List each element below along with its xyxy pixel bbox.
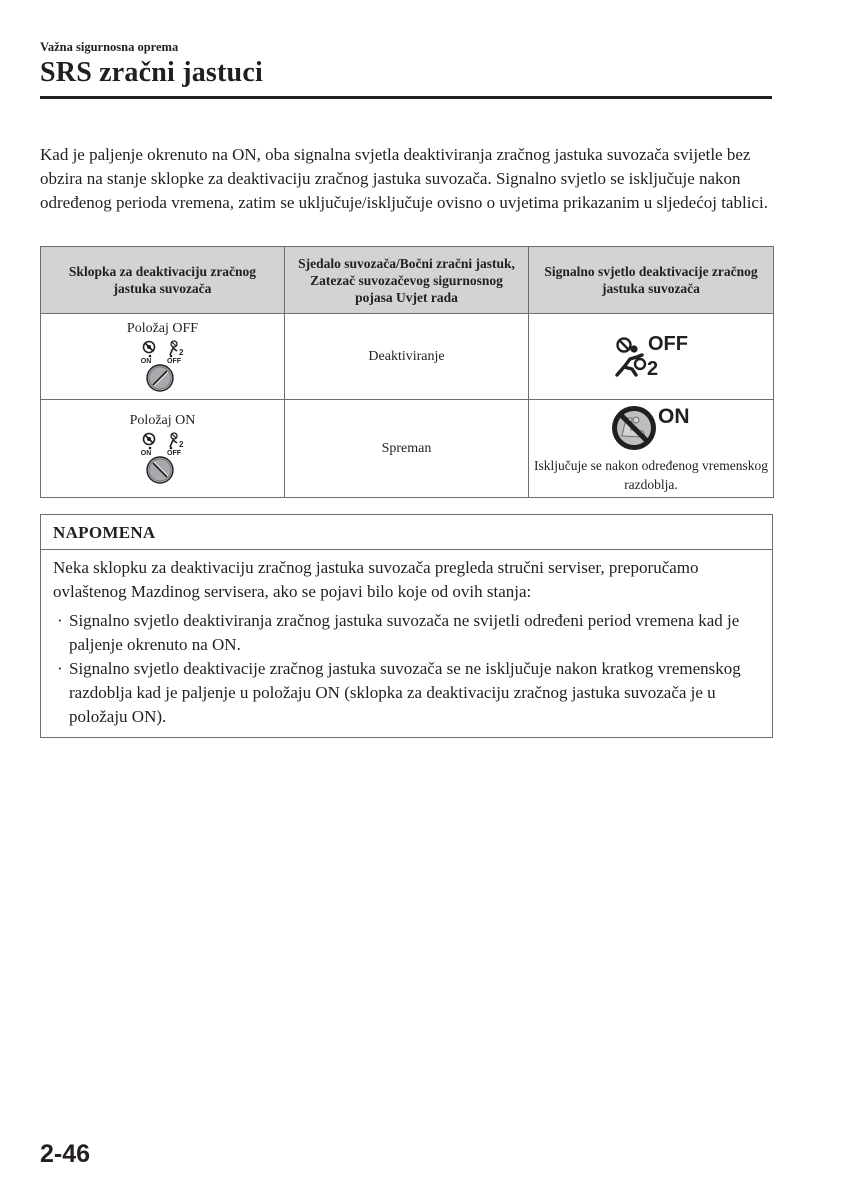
note-intro: Neka sklopku za deaktivaciju zračnog jastuka suvozača pregleda stručni serviser, preporučamo ovlaštenog Mazdinog servisera, ako se pojavi bilo koje od ovih stanja: <box>53 558 699 601</box>
switch-on-position-icon <box>128 431 198 485</box>
indicator-note: Isključuje se nakon određenog vremenskog razdoblja. <box>534 457 768 492</box>
airbag-off-small-icon <box>170 433 184 449</box>
indicator-cell <box>529 400 774 498</box>
note-box <box>40 514 773 738</box>
list-item <box>53 609 760 657</box>
note-list <box>53 609 760 729</box>
switch-off-label: OFF <box>166 357 181 365</box>
lamp-off-text: OFF <box>648 332 688 355</box>
switch-cell <box>41 314 285 400</box>
switch-off-label: OFF <box>166 449 181 457</box>
page-title: SRS zračni jastuci <box>40 57 263 88</box>
table-header-indicator: Signalno svjetlo deaktivacije zračnog jastuka suvozača <box>529 247 774 314</box>
note-title: NAPOMENA <box>41 515 772 550</box>
switch-off-position-icon <box>128 339 198 393</box>
lamp-number: 2 <box>647 357 659 380</box>
title-divider <box>40 96 772 99</box>
table-row <box>41 314 774 400</box>
table-header-row <box>41 247 774 314</box>
intro-paragraph: Kad je paljenje okrenuto na ON, oba signalna svjetla deaktiviranja zračnog jastuka suvozača svijetle bez obzira na stanje sklopke za deaktivaciju zračnog jastuka suvozača. Signalno svjetlo se isključuje nakon određenog perioda vremena, zatim se uključuje/isključuje ovisno o uvjetima prikazanim u sljedećoj tablici. <box>40 145 768 212</box>
page-number: 2-46 <box>40 1140 91 1168</box>
switch-position-label: Položaj ON <box>129 412 196 428</box>
note-body <box>41 550 772 729</box>
switch-position-label: Položaj OFF <box>126 320 199 336</box>
table-header-condition: Sjedalo suvozača/Bočni zračni jastuk, Zatezač suvozačevog sigurnosnog pojasa Uvjet rada <box>285 247 529 314</box>
switch-on-label: ON <box>140 357 151 365</box>
airbag-off-small-icon <box>170 341 184 357</box>
condition-cell: Spreman <box>285 400 529 498</box>
condition-cell: Deaktiviranje <box>285 314 529 400</box>
indicator-cell <box>529 314 774 400</box>
list-item-text: Signalno svjetlo deaktiviranja zračnog jastuka suvozača ne svijetli određeni period vremena kad je paljenje okrenuto na ON. <box>69 611 740 654</box>
bullet-marker: · <box>57 611 63 630</box>
airbag-prohibited-icon <box>143 341 154 352</box>
switch-on-label: ON <box>140 449 151 457</box>
list-item-text: Signalno svjetlo deaktivacije zračnog jastuka suvozača se ne isključuje nakon kratkog vremenskog razdoblja kad je paljenje u položaju ON (sklopka za deaktivaciju zračnog jastuka suvozača je u položaju ON). <box>69 659 741 726</box>
lamp-on-text: ON <box>658 404 690 428</box>
list-item <box>53 657 760 729</box>
svg-text:2: 2 <box>178 439 183 449</box>
bullet-marker: · <box>57 659 63 678</box>
table-row <box>41 400 774 498</box>
airbag-off-icon <box>608 331 694 383</box>
child-seat-prohibited-icon <box>609 404 693 452</box>
svg-text:2: 2 <box>178 347 183 357</box>
switch-cell <box>41 400 285 498</box>
table-header-switch: Sklopka za deaktivaciju zračnog jastuka suvozača <box>41 247 285 314</box>
airbag-status-table <box>40 246 774 498</box>
section-label: Važna sigurnosna oprema <box>40 40 179 54</box>
airbag-prohibited-icon <box>143 433 154 444</box>
